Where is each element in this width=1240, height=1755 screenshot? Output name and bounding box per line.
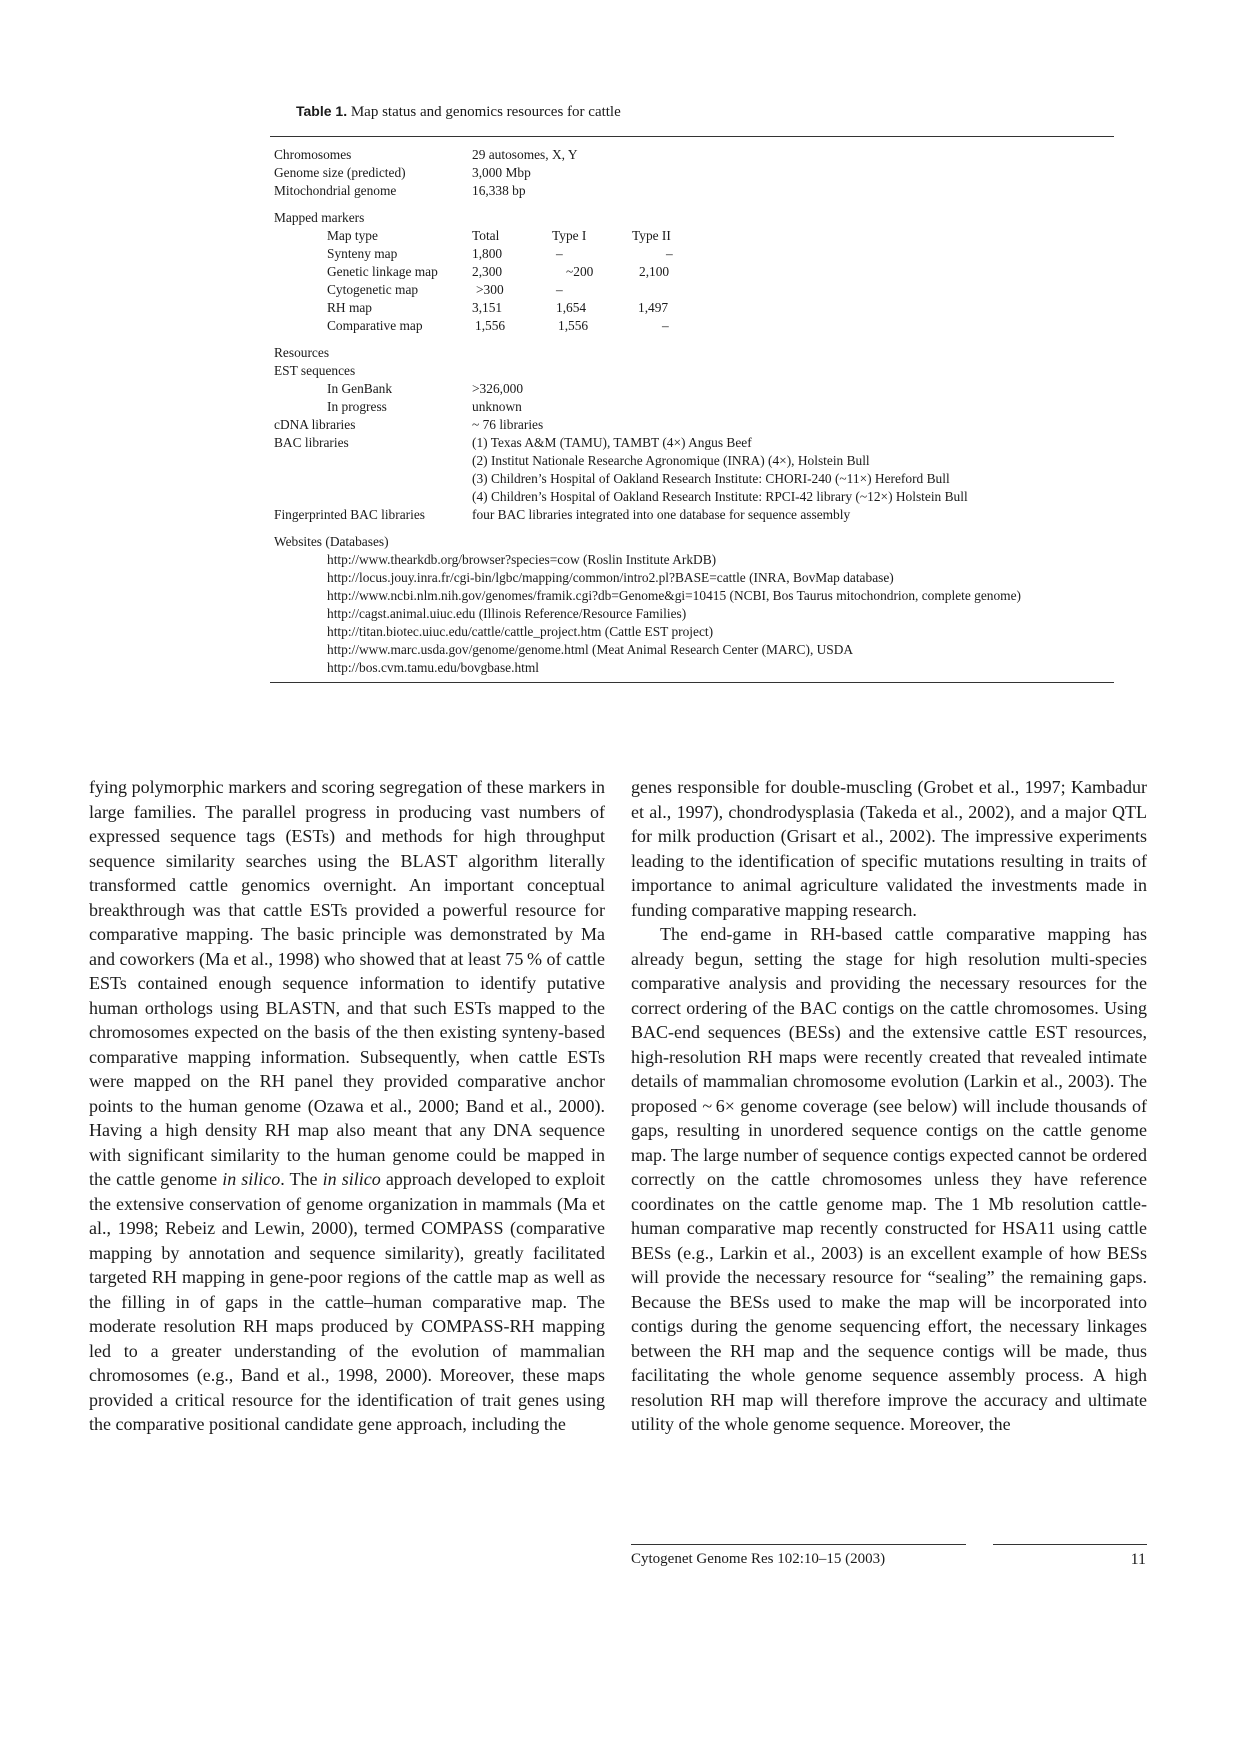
genome-size-value: 3,000 Mbp bbox=[472, 165, 531, 180]
type1-cell: 1,654 bbox=[556, 300, 587, 315]
website-entry: http://www.marc.usda.gov/genome/genome.html (Meat Animal Research Center (MARC), USDA bbox=[327, 642, 854, 657]
footer-journal-citation: Cytogenet Genome Res 102:10–15 (2003) bbox=[631, 1551, 886, 1567]
in-genbank-value: >326,000 bbox=[472, 381, 524, 396]
paragraph: genes responsible for double-muscling (Grobet et al., 1997; Kambadur et al., 1997), chondrodysplasia (Takeda et al., 2002), and a major QTL for milk production (Grisart et al., 2002). The impressive experiments leading to the identification of specific mutations resulting in traits of importance to animal agriculture validated the investments made in funding comparative mapping research. bbox=[631, 777, 1147, 920]
mito-genome-value: 16,338 bp bbox=[472, 183, 526, 198]
in-progress-label: In progress bbox=[327, 399, 387, 414]
mito-genome-label: Mitochondrial genome bbox=[274, 183, 397, 198]
type1-cell: – bbox=[556, 246, 563, 261]
mapped-markers-heading: Mapped markers bbox=[274, 210, 365, 225]
type1-cell: 1,556 bbox=[558, 318, 589, 333]
cdna-value: ~ 76 libraries bbox=[472, 417, 544, 432]
total-cell: 3,151 bbox=[472, 300, 503, 315]
in-genbank-label: In GenBank bbox=[327, 381, 393, 396]
type2-header: Type II bbox=[632, 228, 671, 243]
type1-cell: – bbox=[556, 282, 563, 297]
chromosomes-label: Chromosomes bbox=[274, 147, 352, 162]
body-column-left bbox=[89, 775, 605, 1437]
paragraph-text: approach developed to exploit the extensive conservation of genome organization in mammals (Ma et al., 1998; Rebeiz and Lewin, 2000), termed COMPASS (comparative mapping by annotation and sequence similarity), greatly facilitated targeted RH mapping in gene-poor regions of the cattle map as well as the filling in of gaps in the cattle–human comparative map. The moderate resolution RH maps produced by COMPASS-RH mapping led to a greater understanding of the evolution of mammalian chromosomes (e.g., Band et al., 1998, 2000). Moreover, these maps provided a critical resource for the identification of trait genes using the comparative positional candidate gene approach, including the bbox=[89, 1169, 605, 1434]
website-entry: http://bos.cvm.tamu.edu/bovgbase.html bbox=[327, 660, 539, 675]
table-top-rule bbox=[270, 136, 1114, 137]
cdna-label: cDNA libraries bbox=[274, 417, 356, 432]
map-type-cell: Synteny map bbox=[327, 246, 398, 261]
type1-cell: ~200 bbox=[566, 264, 594, 279]
body-column-right bbox=[631, 775, 1147, 1437]
type2-cell: 1,497 bbox=[638, 300, 669, 315]
map-type-cell: Cytogenetic map bbox=[327, 282, 419, 297]
fingerprinted-label: Fingerprinted BAC libraries bbox=[274, 507, 425, 522]
type2-cell: 2,100 bbox=[639, 264, 670, 279]
map-type-cell: RH map bbox=[327, 300, 373, 315]
footer-rule bbox=[993, 1544, 1147, 1545]
map-type-cell: Comparative map bbox=[327, 318, 423, 333]
website-entry: http://cagst.animal.uiuc.edu (Illinois Reference/Resource Families) bbox=[327, 606, 687, 621]
paragraph-emphasis: in silico bbox=[322, 1169, 381, 1189]
paragraph: The end-game in RH-based cattle comparative mapping has already begun, setting the stage for high resolution multi-species comparative analysis and providing the necessary resources for the correct ordering of the BAC contigs on the cattle chromosomes. Using BAC-end sequences (BESs) and the extensive cattle EST resources, high-resolution RH maps were recently created that revealed intimate details of mammalian chromosome evolution (Larkin et al., 2003). The proposed ~ 6× genome coverage (see below) will include thousands of gaps, resulting in unordered sequence contigs on the cattle genome map. The large number of sequence contigs expected cannot be ordered correctly on the cattle chromosomes unless they have reference coordinates on the cattle genome map. The 1 Mb resolution cattle-human comparative map recently constructed for HSA11 using cattle BESs (e.g., Larkin et al., 2003) is an excellent example of how BESs will provide the necessary resource for “sealing” the remaining gaps. Because the BESs used to make the map will be incorporated into contigs during the genome sequencing effort, the necessary linkages between the RH map and the sequence contigs will be made, thus facilitating the whole genome sequence assembly process. A high resolution RH map will therefore improve the accuracy and ultimate utility of the whole genome sequence. Moreover, the bbox=[631, 924, 1147, 1434]
website-entry: http://locus.jouy.inra.fr/cgi-bin/lgbc/mapping/common/intro2.pl?BASE=cattle (INRA, BovMap database) bbox=[327, 570, 894, 585]
total-cell: 1,556 bbox=[475, 318, 506, 333]
total-cell: 2,300 bbox=[472, 264, 503, 279]
chromosomes-value: 29 autosomes, X, Y bbox=[472, 147, 578, 162]
table-label: Table 1. bbox=[296, 103, 348, 119]
page-number: 11 bbox=[1130, 1551, 1146, 1568]
total-cell: 1,800 bbox=[472, 246, 503, 261]
bac-value: (4) Children’s Hospital of Oakland Research Institute: RPCI-42 library (~12×) Holstein Bull bbox=[472, 489, 968, 504]
footer-rule bbox=[631, 1544, 966, 1545]
genome-size-label: Genome size (predicted) bbox=[274, 165, 406, 180]
type2-cell: – bbox=[666, 246, 673, 261]
paragraph-text: fying polymorphic markers and scoring segregation of these markers in large families. The parallel progress in producing vast numbers of expressed sequence tags (ESTs) and methods for high throughput sequence similarity searches using the BLAST algorithm literally transformed cattle genomics overnight. An important conceptual breakthrough was that cattle ESTs provided a powerful resource for comparative mapping. The basic principle was demonstrated by Ma and coworkers (Ma et al., 1998) who showed that at least 75 % of cattle ESTs contained enough sequence information to identify putative human orthologs using BLASTN, and that such ESTs mapped to the chromosomes expected on the basis of the then existing synteny-based comparative mapping information. Subsequently, when cattle ESTs were mapped on the RH panel they provided comparative anchor points to the human genome (Ozawa et al., 2000; Band et al., 2000). Having a high density RH map also meant that any DNA sequence with significant similarity to the human genome could be mapped in the cattle genome bbox=[89, 777, 605, 1189]
paragraph-text: . The bbox=[280, 1169, 323, 1189]
paragraph-emphasis: in silico bbox=[222, 1169, 281, 1189]
total-header: Total bbox=[472, 228, 500, 243]
bac-value: (3) Children’s Hospital of Oakland Research Institute: CHORI-240 (~11×) Hereford Bull bbox=[472, 471, 950, 486]
table-bottom-rule bbox=[270, 682, 1114, 683]
type2-cell: – bbox=[662, 318, 669, 333]
resources-heading: Resources bbox=[274, 345, 330, 360]
bac-value: (1) Texas A&M (TAMU), TAMBT (4×) Angus Beef bbox=[472, 435, 752, 450]
in-progress-value: unknown bbox=[472, 399, 522, 414]
map-type-cell: Genetic linkage map bbox=[327, 264, 438, 279]
website-entry: http://titan.biotec.uiuc.edu/cattle/cattle_project.htm (Cattle EST project) bbox=[327, 624, 714, 639]
websites-heading: Websites (Databases) bbox=[274, 534, 389, 549]
total-cell: >300 bbox=[476, 282, 504, 297]
website-entry: http://www.ncbi.nlm.nih.gov/genomes/framik.cgi?db=Genome&gi=10415 (NCBI, Bos Taurus mitochondrion, complete genome) bbox=[327, 588, 1022, 603]
est-heading: EST sequences bbox=[274, 363, 356, 378]
table-caption-text: Map status and genomics resources for cattle bbox=[347, 104, 621, 120]
paragraph bbox=[89, 775, 605, 1437]
type1-header: Type I bbox=[552, 228, 587, 243]
website-entry: http://www.thearkdb.org/browser?species=cow (Roslin Institute ArkDB) bbox=[327, 552, 717, 567]
bac-value: (2) Institut Nationale Researche Agronomique (INRA) (4×), Holstein Bull bbox=[472, 453, 870, 468]
table-caption bbox=[296, 103, 621, 121]
map-type-header: Map type bbox=[327, 228, 378, 243]
bac-label: BAC libraries bbox=[274, 435, 349, 450]
fingerprinted-value: four BAC libraries integrated into one database for sequence assembly bbox=[472, 507, 851, 522]
